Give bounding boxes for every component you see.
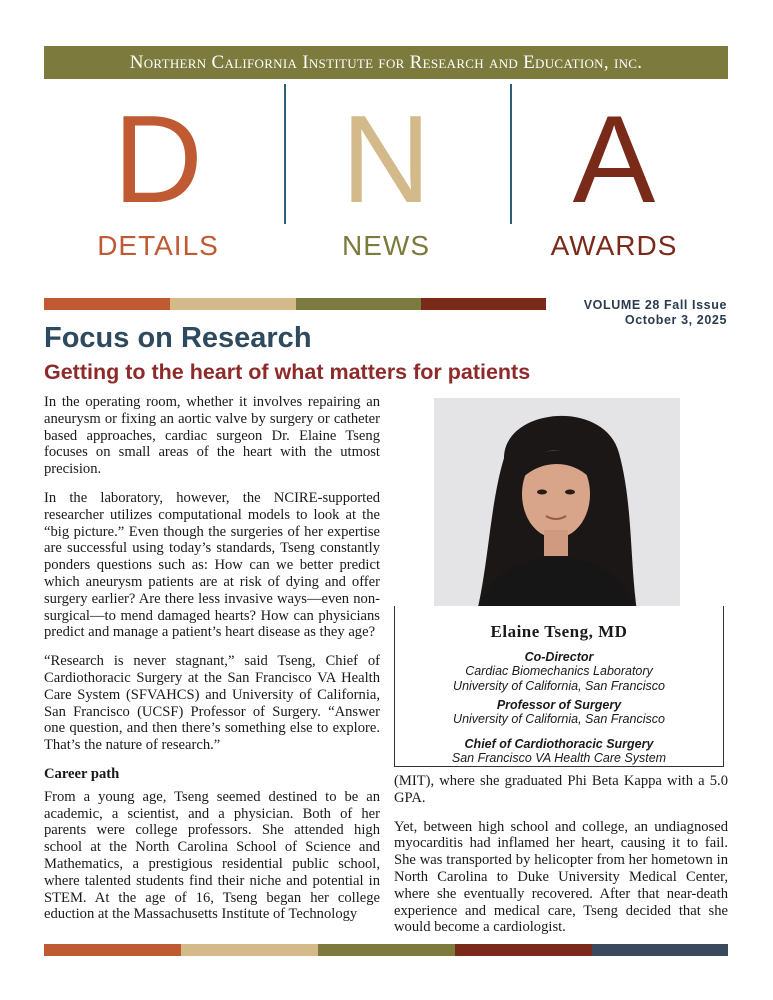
institute-banner: Northern California Institute for Research and Education, inc. (44, 46, 728, 79)
caption-role: Chief of Cardiothoracic Surgery (464, 737, 654, 751)
paragraph: (MIT), where she graduated Phi Beta Kappa with a 5.0 GPA. (394, 773, 728, 806)
logo-letter-d: D (113, 91, 203, 229)
color-stripe-bottom (44, 944, 728, 956)
caption-org: University of California, San Francisco (453, 679, 665, 693)
portrait-photo (434, 398, 680, 624)
paragraph: Yet, between high school and college, an undiagnosed myocarditis had inflamed her heart, causing it to fail. She was transported by helicopter from her hometown in North Carolina to Duke University Medical Center, where she eventually recovered. After that near-death experience and medical care, Tseng decided that she would become a cardiologist. (394, 818, 728, 936)
issue-info (584, 298, 727, 328)
caption-org: San Francisco VA Health Care System (451, 751, 667, 765)
caption-role: Professor of Surgery (496, 698, 622, 712)
article-left-column (44, 394, 380, 935)
logo-word-news: NEWS (342, 230, 430, 261)
caption-name: Elaine Tseng, MD (490, 622, 628, 641)
article-subtitle: Getting to the heart of what matters for patients (44, 360, 531, 384)
logo-word-details: DETAILS (97, 230, 219, 261)
issue-date: October 3, 2025 (624, 313, 727, 327)
section-title: Focus on Research (44, 322, 312, 354)
paragraph: “Research is never stagnant,” said Tseng, Chief of Cardiothoracic Surgery at the San Francisco VA Health Care System (SFVAHCS) and University of California, San Francisco (UCSF) Professor of Surgery. “Answer one question, and then there’s something else to explore. That’s the nature of research.” (44, 653, 380, 754)
color-stripe-top (44, 298, 546, 310)
paragraph: In the laboratory, however, the NCIRE-supported researcher utilizes computational models to look at the “big picture.” Even though the surgeries of her expertise are successful using today’s standards, Tseng constantly ponders questions such as: How can we better predict which aneurysm patients are at risk of dying and offer surgery earlier? Are there less invasive ways—even non-surgical—to mend damaged hearts? How can physicians predict and manage a patient’s heart disease as they age? (44, 489, 380, 641)
logo-letter-a: A (572, 91, 656, 229)
logo-word-awards: AWARDS (550, 230, 678, 261)
career-heading: Career path (44, 765, 120, 782)
logo-news (272, 84, 500, 274)
logo-awards (500, 84, 728, 274)
paragraph: In the operating room, whether it involves repairing an aneurysm or fixing an aortic valve by surgery or catheter based approaches, cardiac surgeon Dr. Elaine Tseng focuses on small areas of the heart with the utmost precision. (44, 394, 380, 478)
volume-label: VOLUME 28 Fall Issue (583, 298, 727, 312)
logo-details (44, 84, 272, 274)
caption-role: Co-Director (524, 650, 594, 664)
caption-org: Cardiac Biomechanics Laboratory (465, 664, 653, 678)
article-right-column (394, 773, 728, 948)
photo-caption (394, 606, 724, 767)
caption-org: University of California, San Francisco (453, 712, 665, 726)
dna-logo (44, 84, 728, 274)
portrait-illustration (434, 398, 680, 624)
logo-letter-n: N (341, 91, 431, 229)
paragraph: From a young age, Tseng seemed destined to be an academic, a scientist, and a physician. Both of her parents were college professors. She attended high school at the North Carolina School of Science and Mathematics, a prestigious residential public school, where talented students find their niche and potential in STEM. At the age of 16, Tseng began her college eduction at the Massachusetts Institute of Technology (44, 788, 380, 923)
